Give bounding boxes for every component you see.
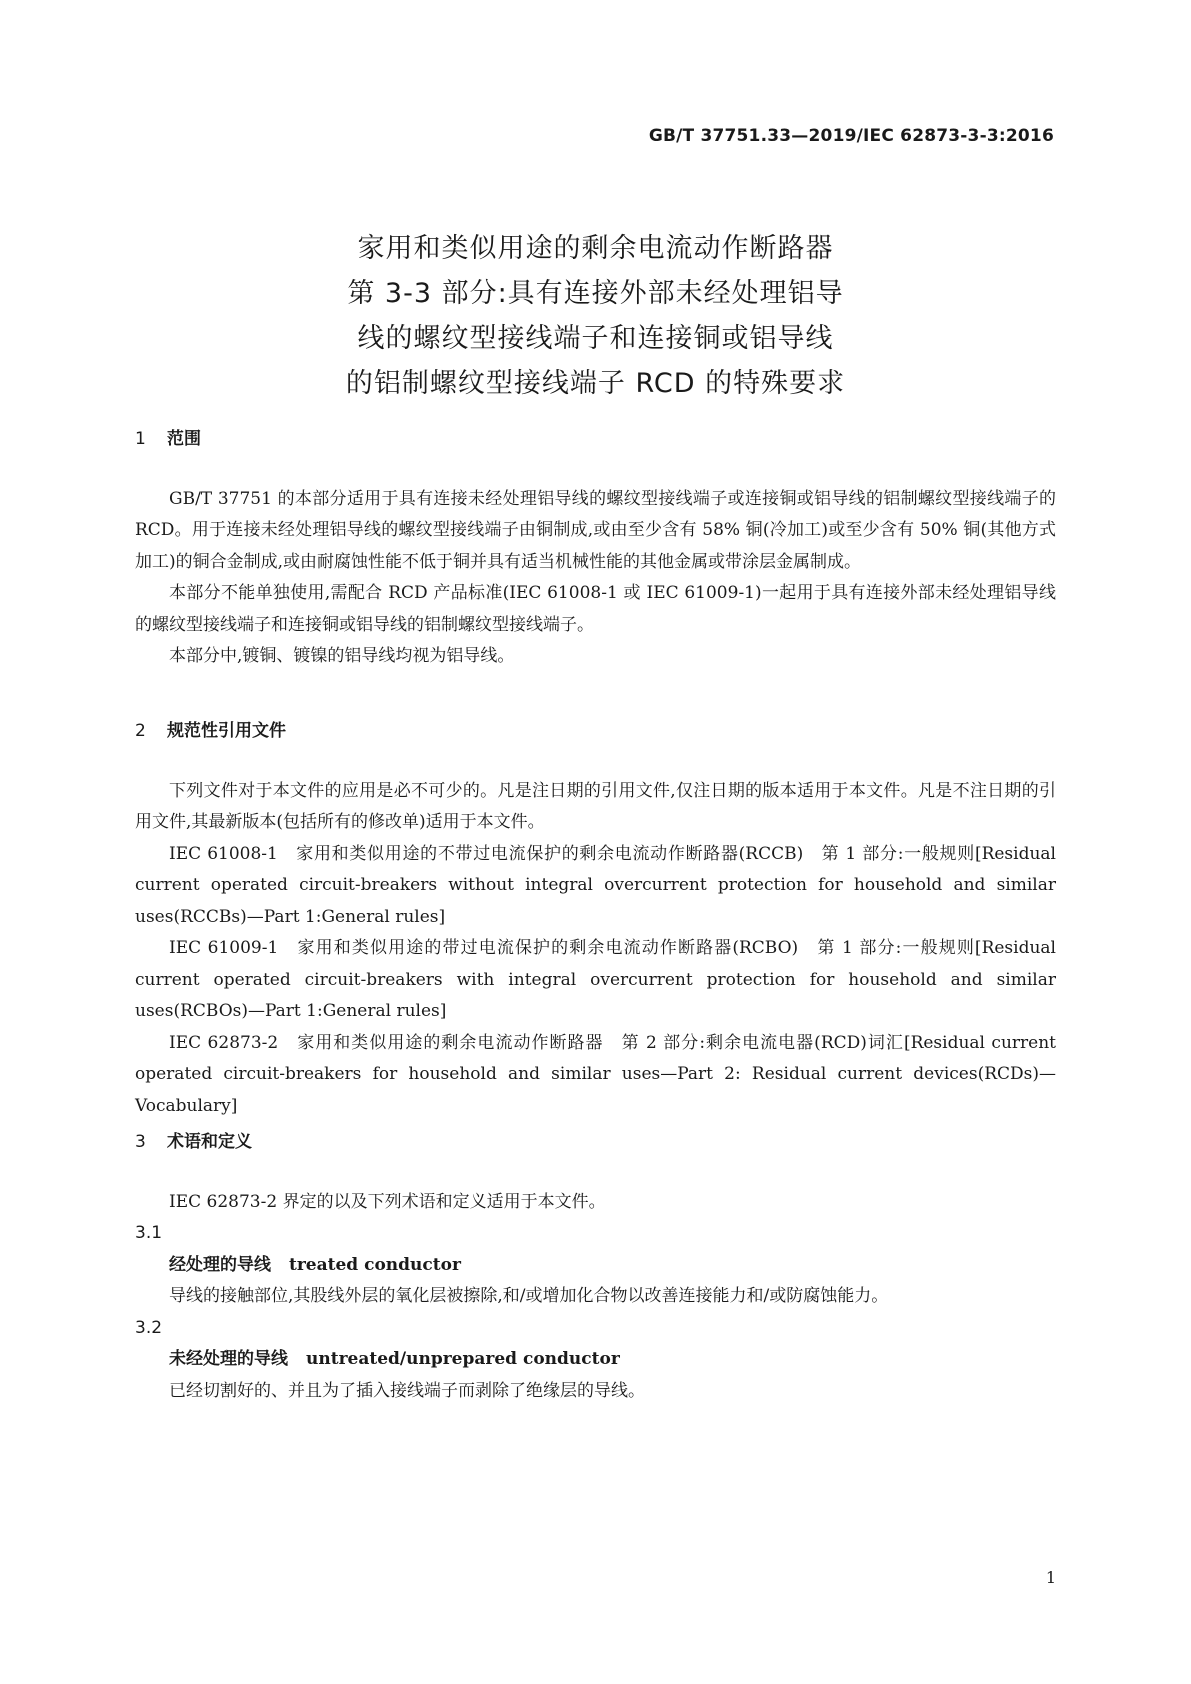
reference-entry: IEC 61009-1 家用和类似用途的带过电流保护的剩余电流动作断路器(RCBO) 第 1 部分:一般规则[Residual current operated circuit-breakers with integral overcurrent protection for household and similar uses(RCBOs)—Part 1:General rules]	[135, 938, 1056, 1021]
term-definition: 已经切割好的、并且为了插入接线端子而剥除了绝缘层的导线。	[169, 1380, 645, 1401]
term-heading: 未经处理的导线 untreated/unprepared conductor	[169, 1349, 620, 1369]
paragraph: 下列文件对于本文件的应用是必不可少的。凡是注日期的引用文件,仅注日期的版本适用于本文件。凡是不注日期的引用文件,其最新版本(包括所有的修改单)适用于本文件。	[135, 780, 1056, 832]
paragraph: 本部分中,镀铜、镀镍的铝导线均视为铝导线。	[169, 646, 515, 666]
term-number: 3.2	[135, 1317, 163, 1338]
term-number: 3.1	[135, 1223, 163, 1243]
section-heading: 3 术语和定义	[135, 1132, 252, 1152]
title-line: 线的螺纹型接线端子和连接铜或铝导线	[357, 323, 834, 354]
reference-entry: IEC 61008-1 家用和类似用途的不带过电流保护的剩余电流动作断路器(RCCB) 第 1 部分:一般规则[Residual current operated circuit-breakers without integral overcurrent protection for household and similar uses(RCCBs)—Part 1:General rules]	[135, 843, 1056, 927]
title-line: 第 3-3 部分:具有连接外部未经处理铝导	[347, 278, 844, 309]
paragraph: IEC 62873-2 界定的以及下列术语和定义适用于本文件。	[169, 1191, 606, 1212]
document-title	[0, 226, 1191, 406]
page-number: 1	[1045, 1568, 1056, 1587]
section-2	[135, 716, 1056, 1122]
section-heading: 1 范围	[135, 429, 201, 449]
section-3	[135, 1127, 1056, 1407]
paragraph: GB/T 37751 的本部分适用于具有连接未经处理铝导线的螺纹型接线端子或连接铜或铝导线的铝制螺纹型接线端子的 RCD。用于连接未经处理铝导线的螺纹型接线端子由铜制成,或由至少含有 58% 铜(冷加工)或至少含有 50% 铜(其他方式加工)的铜合金制成,或由耐腐蚀性能不低于铜并具有适当机械性能的其他金属或带涂层金属制成。	[135, 488, 1056, 572]
section-1	[135, 424, 1056, 673]
title-line: 家用和类似用途的剩余电流动作断路器	[357, 233, 834, 264]
reference-entry: IEC 62873-2 家用和类似用途的剩余电流动作断路器 第 2 部分:剩余电流电器(RCD)词汇[Residual current operated circuit-breakers for household and similar uses—Part 2: Residual current devices(RCDs)—Vocabulary]	[135, 1032, 1056, 1116]
title-line: 的铝制螺纹型接线端子 RCD 的特殊要求	[345, 368, 846, 399]
standard-code-header: GB/T 37751.33—2019/IEC 62873-3-3:2016	[648, 126, 1054, 146]
section-heading: 2 规范性引用文件	[135, 721, 286, 741]
term-definition: 导线的接触部位,其股线外层的氧化层被擦除,和/或增加化合物以改善连接能力和/或防腐蚀能力。	[169, 1286, 889, 1306]
paragraph: 本部分不能单独使用,需配合 RCD 产品标准(IEC 61008-1 或 IEC 61009-1)一起用于具有连接外部未经处理铝导线的螺纹型接线端子和连接铜或铝导线的铝制螺纹型接线端子。	[135, 583, 1056, 635]
term-heading: 经处理的导线 treated conductor	[169, 1254, 461, 1275]
